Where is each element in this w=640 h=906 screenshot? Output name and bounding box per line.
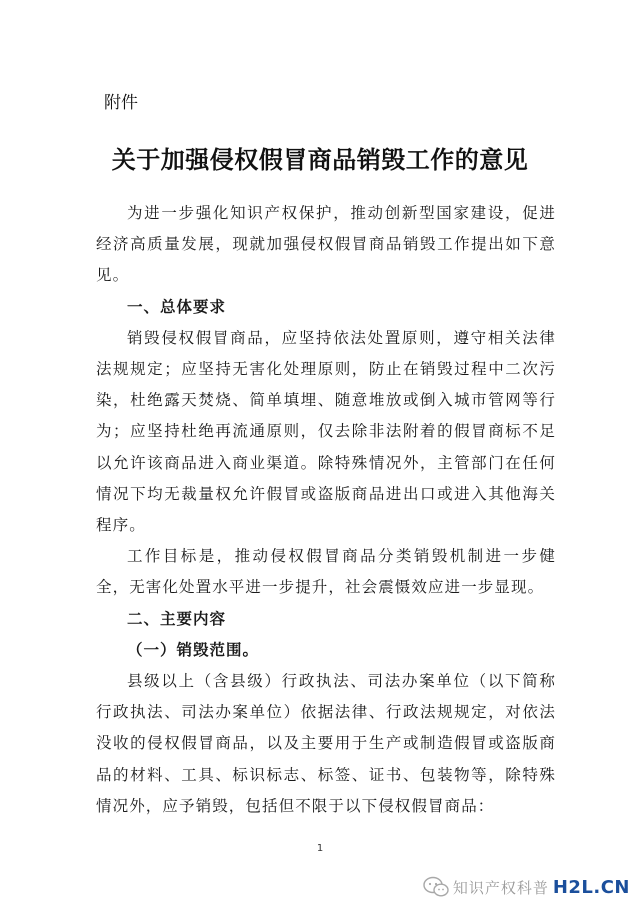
- intro-paragraph: 为进一步强化知识产权保护，推动创新型国家建设，促进经济高质量发展，现就加强侵权假冒商品销毁工作提出如下意见。: [96, 204, 556, 285]
- principles-paragraph: 销毁侵权假冒商品，应坚持依法处置原则，遵守相关法律法规规定；应坚持无害化处理原则，防止在销毁过程中二次污染，杜绝露天焚烧、简单填埋、随意堆放或倒入城市管网等行为；应坚持杜绝再流通原则，仅去除非法附着的假冒商标不足以允许该商品进入商业渠道。除特殊情况外，主管部门在任何情况下均无裁量权允许假冒或盗版商品进出口或进入其他海关程序。: [96, 328, 556, 535]
- document-title: 关于加强侵权假冒商品销毁工作的意见: [111, 145, 529, 174]
- wechat-icon: [423, 876, 449, 898]
- subsection-heading-destruction-scope: （一）销毁范围。: [127, 640, 260, 659]
- section-heading-main-content: 二、主要内容: [127, 609, 227, 628]
- page-number: 1: [316, 843, 324, 854]
- document-body: [96, 198, 556, 822]
- watermark: [423, 876, 630, 898]
- attachment-label: 附件: [104, 93, 138, 113]
- section-heading-overall-requirements: 一、总体要求: [127, 297, 227, 316]
- scope-paragraph: 县级以上（含县级）行政执法、司法办案单位（以下简称行政执法、司法办案单位）依据法律、行政法规规定，对依法没收的侵权假冒商品，以及主要用于生产或制造假冒或盗版商品的材料、工具、标识标志、标签、证书、包装物等，除特殊情况外，应予销毁，包括但不限于以下侵权假冒商品：: [96, 672, 556, 815]
- goals-paragraph: 工作目标是，推动侵权假冒商品分类销毁机制进一步健全，无害化处置水平进一步提升，社会震慑效应进一步显现。: [96, 547, 556, 597]
- watermark-account-name: 知识产权科普: [452, 878, 549, 897]
- watermark-site-logo: H2L.CN: [552, 876, 630, 898]
